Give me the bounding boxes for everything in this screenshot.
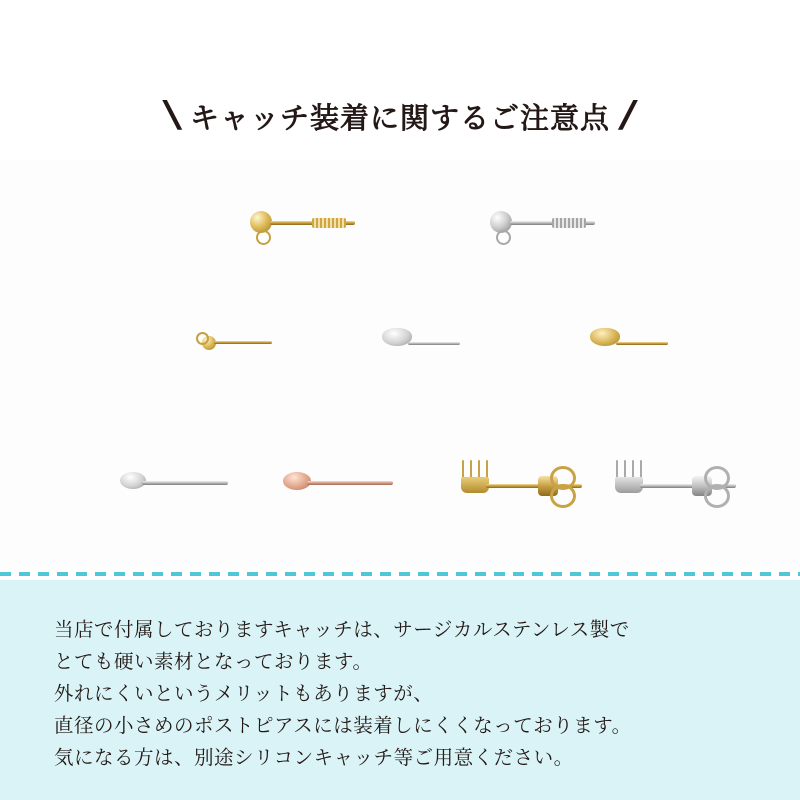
product-ball-post-with-loop-silver: [490, 205, 600, 245]
product-flat-cup-post-gold: [590, 328, 670, 362]
product-ball-post-with-loop-gold: [250, 205, 360, 245]
note-line-3: 外れにくいというメリットもありますが、: [54, 683, 434, 705]
post-notch: [552, 218, 586, 228]
note-line-5: 気になる方は、別途シリコンキャッチ等ご用意ください。: [54, 747, 574, 769]
slash-left-icon: \: [159, 94, 186, 138]
note-panel: [0, 580, 800, 800]
loop-icon: [196, 332, 209, 345]
earring-catch-wing-bottom: [550, 484, 576, 508]
note-line-2: とても硬い素材となっております。: [54, 651, 373, 673]
post-pin: [616, 342, 668, 345]
basket-setting: [461, 477, 489, 493]
post-pin: [214, 341, 272, 344]
product-prong-setting-post-with-catch-gold: [458, 460, 598, 520]
product-flat-pad-post-silver: [120, 472, 230, 502]
earring-catch-wing-bottom: [704, 484, 730, 508]
post-pin: [408, 342, 460, 345]
post-pin: [142, 481, 228, 485]
post-notch: [312, 218, 346, 228]
loop-icon: [256, 230, 271, 245]
page-title: [0, 86, 800, 146]
product-photo-area: [0, 160, 800, 570]
product-prong-setting-post-with-catch-silver: [612, 460, 752, 520]
note-line-4: 直径の小さめのポストピアスには装着しにくくなっております。: [54, 715, 632, 737]
loop-icon: [496, 230, 511, 245]
product-small-ball-post-loop-gold: [196, 330, 276, 362]
page-title-text: キャッチ装着に関するご注意点: [189, 102, 610, 135]
title-row: [159, 94, 641, 138]
product-flat-cup-post-silver: [382, 328, 462, 362]
post-pin: [307, 481, 393, 485]
note-line-1: 当店で付属しておりますキャッチは、サージカルステンレス製で: [54, 619, 630, 641]
product-flat-pad-post-rose-gold: [283, 472, 393, 502]
dashed-divider: [0, 572, 800, 576]
basket-setting: [615, 477, 643, 493]
slash-right-icon: /: [614, 94, 641, 138]
